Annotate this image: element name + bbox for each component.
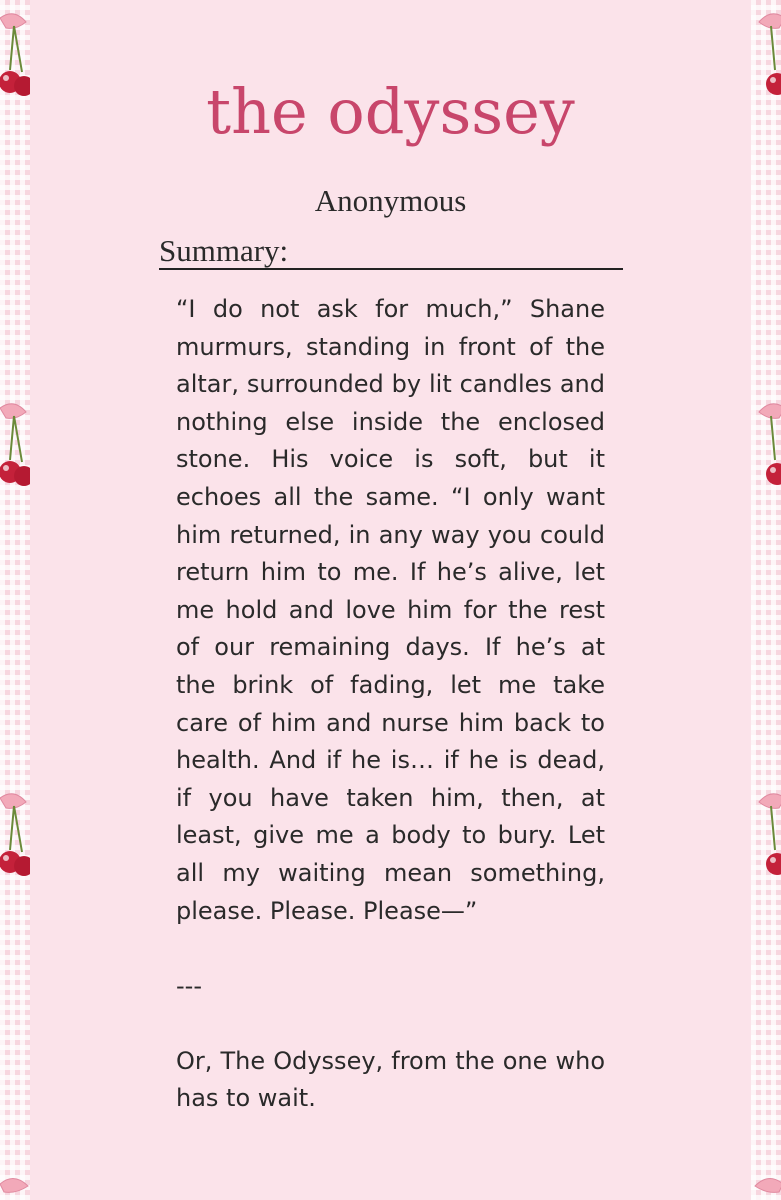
cherry-bow-icon [751, 0, 781, 105]
cherry-bow-icon [751, 780, 781, 885]
cherry-bow-icon [0, 780, 30, 885]
bow-icon [0, 1170, 30, 1200]
gingham-border-left [0, 0, 30, 1200]
summary-heading: Summary: [159, 232, 623, 270]
summary-paragraph: “I do not ask for much,” Shane murmurs, standing in front of the altar, surrounded by lit candles and nothing else inside the enclosed stone. His voice is soft, but it echoes all the same. “I only want him returned, in any way you could return him to me. If he’s alive, let me hold and love him for the rest of our remaining days. If he’s at the brink of fading, let me take care of him and nurse him back to health. And if he is… if he is dead, if you have taken him, then, at least, give me a body to bury. Let all my waiting mean something, please. Please. Please—” [176, 295, 605, 925]
summary-body [176, 291, 605, 1118]
cherry-bow-icon [0, 0, 30, 105]
summary-paragraph: Or, The Odyssey, from the one who has to wait. [176, 1046, 605, 1113]
book-page [30, 0, 751, 1200]
book-author: Anonymous [314, 183, 467, 218]
cherry-bow-icon [0, 390, 30, 495]
cherry-bow-icon [751, 390, 781, 495]
gingham-border-right [751, 0, 781, 1200]
bow-icon [751, 1170, 781, 1200]
book-title: the odyssey [206, 75, 575, 148]
section-separator: --- [176, 971, 202, 1000]
